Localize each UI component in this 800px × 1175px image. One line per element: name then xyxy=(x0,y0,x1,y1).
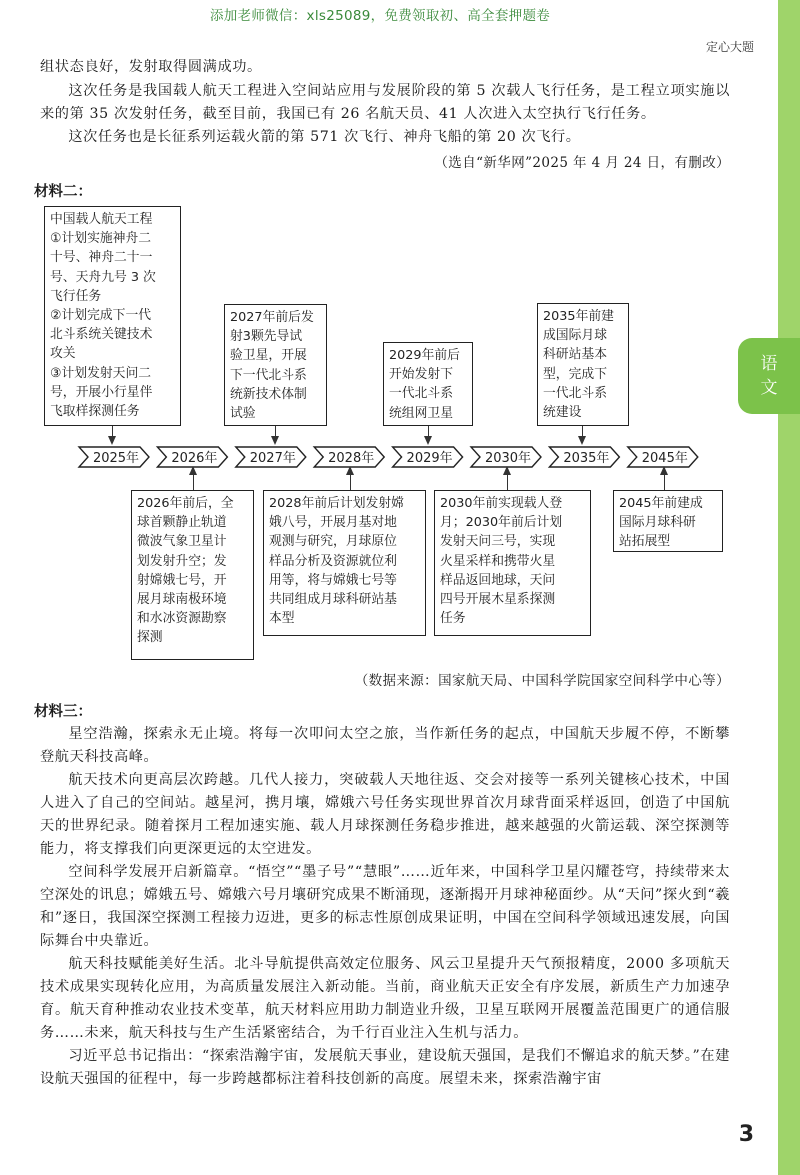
box-line: 号、天舟九号 3 次 xyxy=(50,269,156,285)
connector-arrow xyxy=(424,436,432,445)
box-line: 飞取样探测任务 xyxy=(50,404,140,420)
page-number: 3 xyxy=(738,1122,754,1147)
watermark-banner: 添加老师微信：xls25089，免费领取初、高全套押题卷 xyxy=(209,8,551,24)
box-line: 十号、神舟二十一 xyxy=(50,250,153,266)
box-line: 下一代北斗系 xyxy=(230,367,307,383)
box-line: 中国载人航天工程 xyxy=(50,212,153,227)
timeline-year-label: 2035年 xyxy=(563,451,610,466)
material3-paragraph: 航天技术向更高层次跨越。几代人接力，突破载人天地往返、交会对接等一系列关键核心技术，中国人进入了自己的空间站。越星河，携月壤，嫦娥六号任务实现世界首次月球背面采样返回，创造了中国航天的世界纪录。随着探月工程加速实施、载人月球探测任务稳步推进，越来越强的火箭运载、深空探测等能力，将支撑我们向更深更远的太空进发。 xyxy=(40,772,730,857)
material3-paragraph: 习近平总书记指出：“探索浩瀚宇宙，发展航天事业，建设航天强国，是我们不懈追求的航天梦。”在建设航天强国的征程中，每一步跨越都标注着科技创新的高度。展望未来，探索浩瀚宇宙 xyxy=(40,1048,730,1087)
box-line: 火星采样和携带火星 xyxy=(440,553,556,569)
box-line: ③计划发射天问二 xyxy=(50,365,152,381)
material2-heading: 材料二： xyxy=(34,184,92,200)
box-line: 样品返回地球，天问 xyxy=(440,572,556,588)
box-line: 样品分析及资源就位利 xyxy=(269,553,397,569)
section-label: 定心大题 xyxy=(705,40,754,54)
box-line: 四号开展木星系探测 xyxy=(440,592,556,608)
box-line: 展月球南极环境 xyxy=(137,592,227,608)
material1-source: （选自“新华网”2025 年 4 月 24 日，有删改） xyxy=(434,155,730,171)
timeline-year-label: 2045年 xyxy=(641,451,688,466)
box-line: 一代北斗系 xyxy=(389,386,453,402)
box-line: 统新技术体制 xyxy=(230,386,307,402)
timeline-box-2027 xyxy=(224,304,327,426)
connector-arrow xyxy=(578,436,586,445)
connector-arrow xyxy=(271,436,279,445)
material3-heading: 材料三： xyxy=(34,704,92,720)
box-line: 号，开展小行星伴 xyxy=(50,384,153,400)
material1-paragraph: 这次任务也是长征系列运载火箭的第 571 次飞行、神舟飞船的第 20 次飞行。 xyxy=(68,129,581,145)
box-line: 成国际月球 xyxy=(543,328,607,344)
box-line: 统建设 xyxy=(543,405,582,421)
box-line: 攻关 xyxy=(50,346,76,362)
connector-arrow xyxy=(189,466,197,475)
box-line: 2029年前后 xyxy=(389,348,460,363)
box-line: 微波气象卫星计 xyxy=(137,534,227,550)
box-line: 科研站基本 xyxy=(543,347,607,363)
box-line: 统组网卫星 xyxy=(389,405,453,421)
box-line: 用等，将与嫦娥七号等 xyxy=(269,572,397,588)
material3-paragraph: 空间科学发展开启新篇章。“悟空”“墨子号”“慧眼”……近年来，中国科学卫星闪耀苍穹，持续带来太空深处的讯息；嫦娥五号、嫦娥六号月壤研究成果不断涌现，逐渐揭开月球神秘面纱。从“天问”探火到“羲和”逐日，我国深空探测工程接力迈进，更多的标志性原创成果证明，中国在空间科学领域迅速发展，向国际舞台中央靠近。 xyxy=(40,864,730,949)
timeline-box-2030 xyxy=(434,490,591,636)
timeline-box-2029 xyxy=(383,342,473,426)
timeline-box-2035 xyxy=(537,303,629,426)
box-line: 2026年前后，全 xyxy=(137,496,234,511)
connector-arrow xyxy=(346,466,354,475)
box-line: 2045年前建成 xyxy=(619,496,703,511)
box-line: 球首颗静止轨道 xyxy=(137,515,227,531)
timeline-box-2025 xyxy=(44,206,181,426)
box-line: 型，完成下 xyxy=(543,366,607,382)
material2-source: （数据来源：国家航天局、中国科学院国家空间科学中心等） xyxy=(354,673,730,689)
box-line: ①计划实施神舟二 xyxy=(50,231,152,247)
box-line: 射3颗先导试 xyxy=(230,329,303,345)
box-line: 发射天问三号，实现 xyxy=(440,534,556,550)
box-line: 探测 xyxy=(137,630,163,646)
box-line: 划发射升空；发 xyxy=(137,553,227,569)
connector-arrow xyxy=(503,466,511,475)
timeline-box-2028 xyxy=(263,490,426,636)
timeline-year-label: 2026年 xyxy=(171,451,218,466)
timeline-box-2045 xyxy=(613,490,723,552)
box-line: 一代北斗系 xyxy=(543,385,607,401)
material3-paragraph: 星空浩瀚，探索永无止境。将每一次叩问太空之旅，当作新任务的起点，中国航天步履不停，不断攀登航天科技高峰。 xyxy=(40,726,730,765)
box-line: 国际月球科研 xyxy=(619,515,696,531)
box-line: 共同组成月球科研站基 xyxy=(269,592,397,608)
timeline-box-2026 xyxy=(131,490,254,660)
box-line: 站拓展型 xyxy=(619,534,671,550)
box-line: 开始发射下 xyxy=(389,367,453,383)
box-line: 任务 xyxy=(440,611,466,627)
box-line: 北斗系统关键技术 xyxy=(50,327,153,343)
box-line: 验卫星，开展 xyxy=(230,348,307,364)
timeline-year-label: 2028年 xyxy=(328,451,375,466)
connector-arrow xyxy=(660,466,668,475)
material3-paragraph: 航天科技赋能美好生活。北斗导航提供高效定位服务、风云卫星提升天气预报精度，2000 多项航天技术成果实现转化应用，为高质量发展注入新动能。当前，商业航天正安全有序发展，新质生产力加速孕育。航天育种推动农业技术变革，航天材料应用助力制造业升级，卫星互联网开展覆盖范围更广的通信服务……未来，航天科技与生产生活紧密结合，为千行百业注入生机与活力。 xyxy=(40,956,730,1041)
box-line: ②计划完成下一代 xyxy=(50,308,152,324)
material1-paragraph: 这次任务是我国载人航天工程进入空间站应用与发展阶段的第 5 次载人飞行任务，是工程立项实施以来的第 35 次发射任务，截至目前，我国已有 26 名航天员、41 人次进入太空执行飞行任务。 xyxy=(40,83,730,122)
material1-line: 组状态良好，发射取得圆满成功。 xyxy=(40,59,262,75)
box-line: 本型 xyxy=(269,611,295,627)
connector-arrow xyxy=(108,436,116,445)
timeline-year-label: 2025年 xyxy=(92,451,140,466)
box-line: 2035年前建 xyxy=(543,309,614,324)
box-line: 娥八号，开展月基对地 xyxy=(269,515,397,531)
box-line: 试验 xyxy=(230,406,256,422)
box-line: 月；2030年前后计划 xyxy=(440,515,563,531)
box-line: 2027年前后发 xyxy=(230,310,314,325)
box-line: 观测与研究，月球原位 xyxy=(269,534,397,550)
box-line: 飞行任务 xyxy=(50,288,102,304)
timeline-year-label: 2030年 xyxy=(484,451,532,466)
box-line: 射嫦娥七号，开 xyxy=(137,572,227,588)
box-line: 2028年前后计划发射嫦 xyxy=(269,496,404,511)
timeline-year-label: 2029年 xyxy=(406,451,453,466)
box-line: 和水冰资源勘察 xyxy=(137,611,227,627)
box-line: 2030年前实现载人登 xyxy=(440,496,563,511)
timeline-year-label: 2027年 xyxy=(249,451,296,466)
subject-tab-char: 语 xyxy=(760,354,778,374)
subject-tab-char: 文 xyxy=(760,378,778,398)
